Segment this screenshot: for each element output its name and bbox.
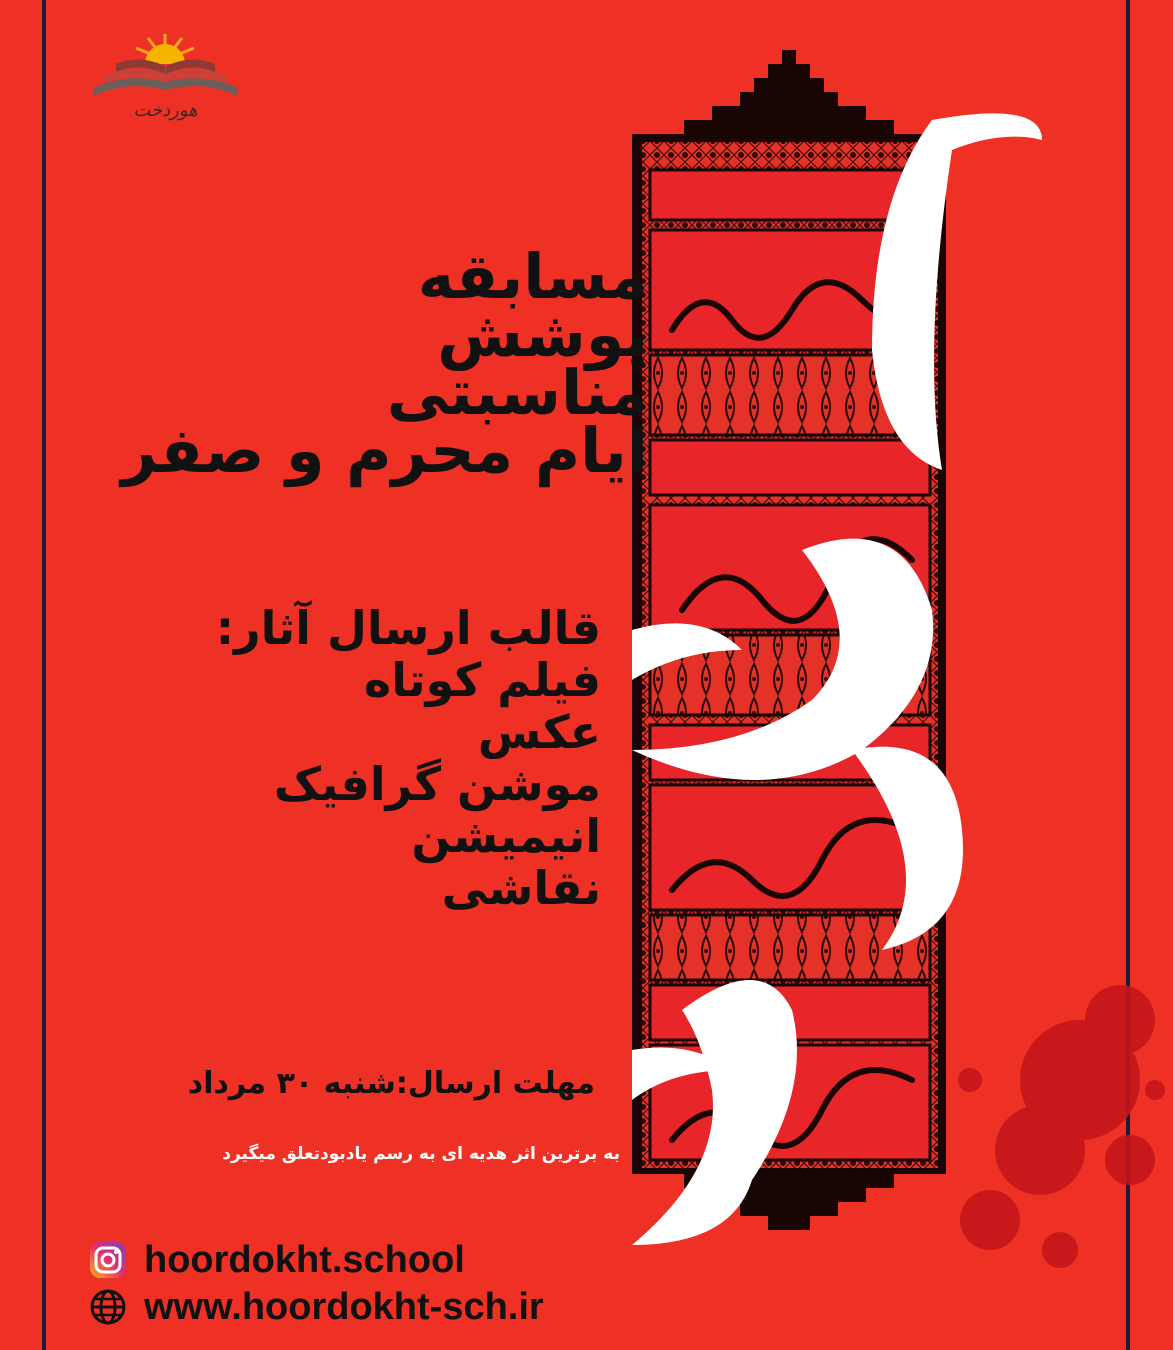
format-item: انیمیشن [411, 809, 601, 863]
competition-headline [88, 240, 648, 487]
submission-formats [81, 602, 601, 914]
format-item: موشن گرافیک [273, 757, 601, 811]
format-item: نقاشی [441, 861, 601, 915]
website-url[interactable]: www.hoordokht-sch.ir [144, 1285, 544, 1328]
prize-text: به برترین اثر هدیه ای به رسم یادبودتعلق میگیرد [222, 1144, 620, 1164]
format-item: فیلم کوتاه [363, 653, 601, 707]
blood-splatter-decoration [930, 960, 1173, 1290]
deadline-text: مهلت ارسال:شنبه ۳۰ مرداد [187, 1066, 595, 1101]
headline-line: مناسبتی [386, 356, 648, 429]
globe-icon [88, 1287, 128, 1327]
logo-name: هوردخت [133, 100, 198, 121]
format-item: عکس [477, 705, 601, 759]
left-frame-line [42, 0, 46, 1350]
school-logo [88, 30, 243, 130]
website-contact[interactable] [88, 1285, 544, 1329]
instagram-handle[interactable]: hoordokht.school [144, 1238, 465, 1281]
headline-line: مسابقه [417, 240, 648, 313]
open-book-sun-logo [88, 30, 243, 100]
formats-title: قالب ارسال آثار: [215, 601, 601, 655]
instagram-contact[interactable] [88, 1238, 465, 1282]
headline-line: ایام محرم و صفر [121, 414, 648, 487]
headline-line: پوشش [437, 298, 648, 371]
instagram-icon [88, 1240, 128, 1280]
